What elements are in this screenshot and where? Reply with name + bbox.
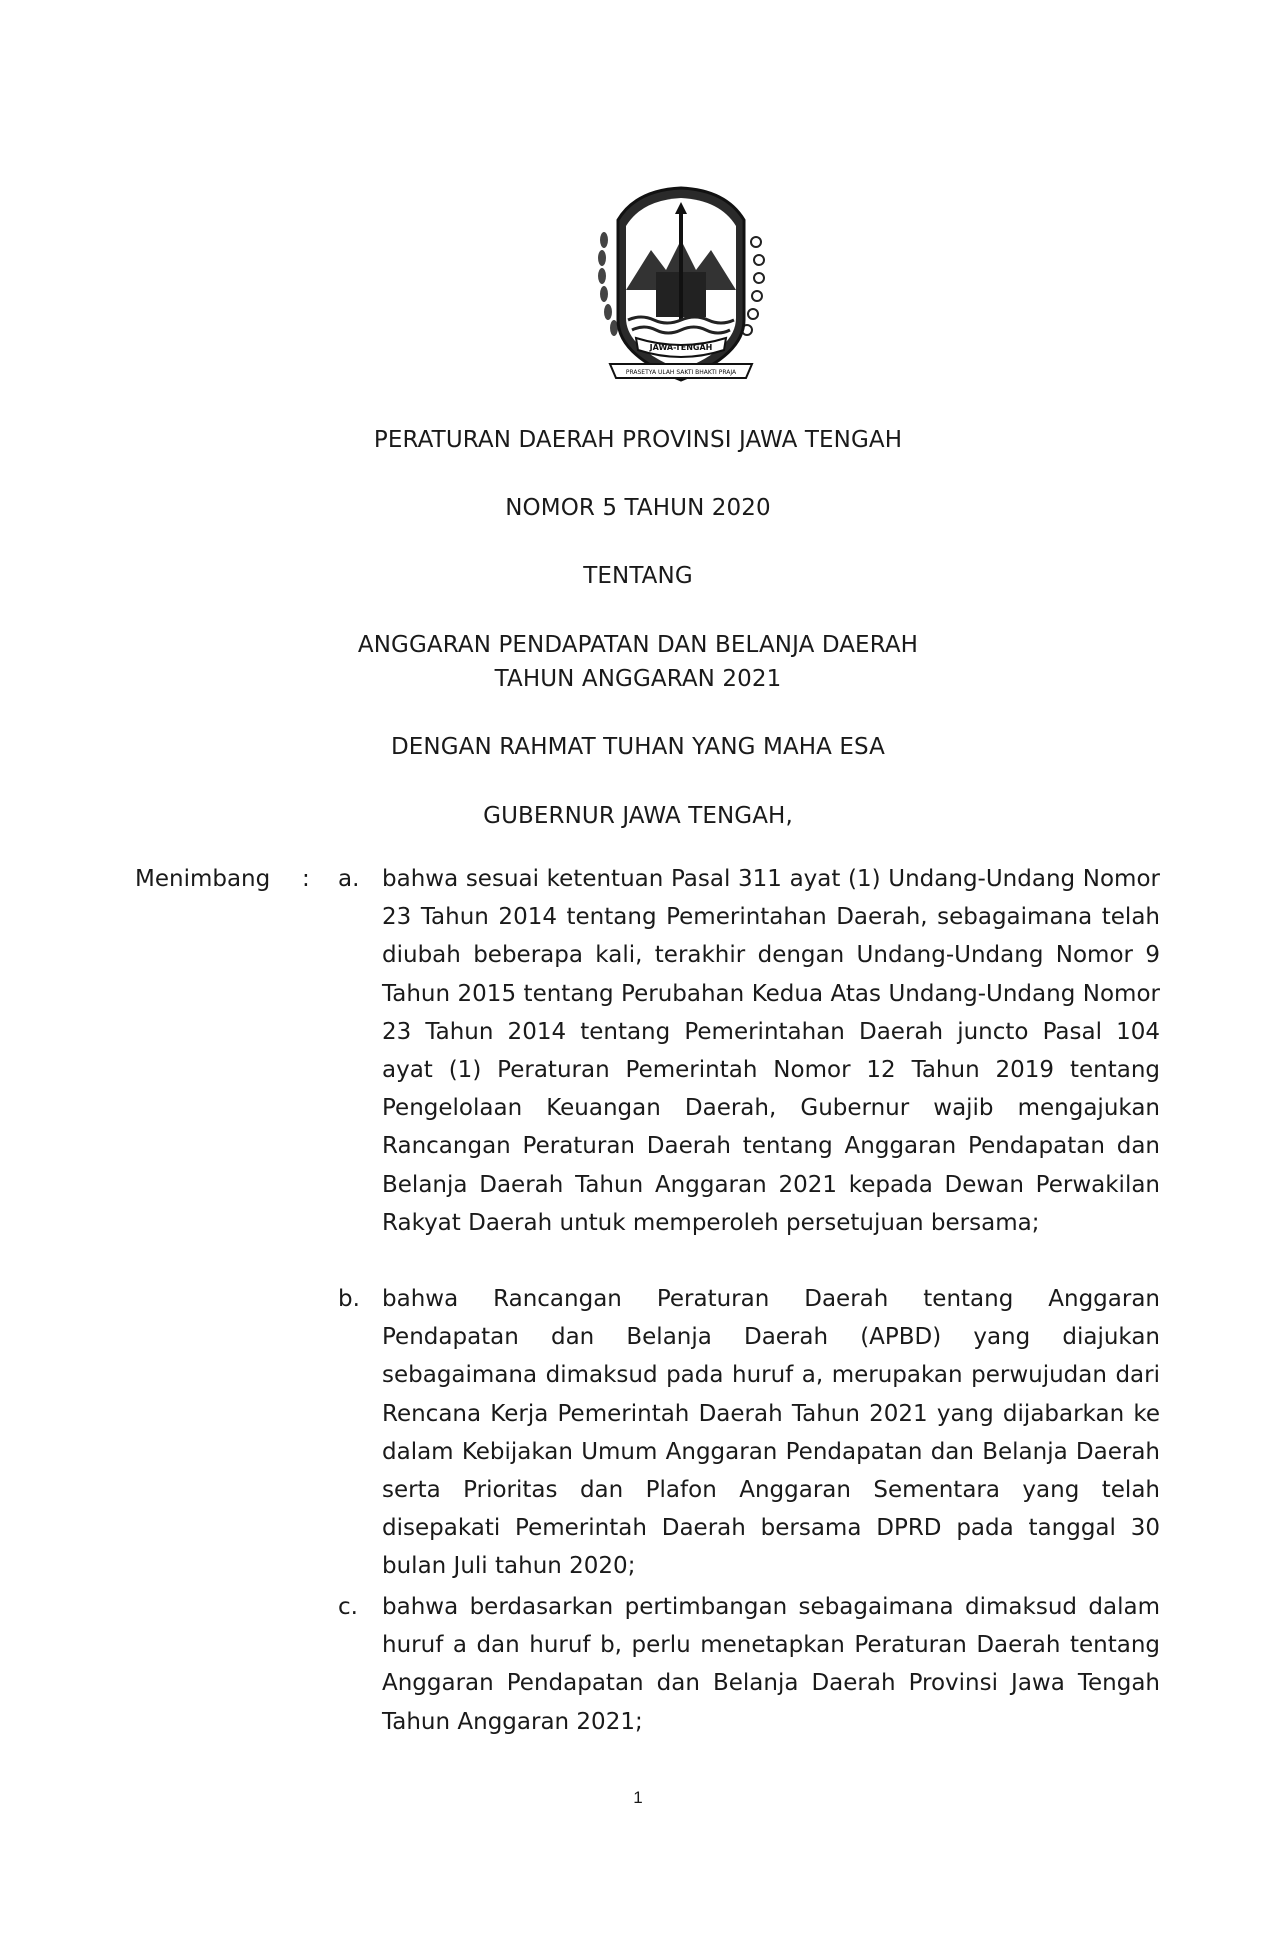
- emblem-banner-text: JAWA-TENGAH: [649, 343, 713, 352]
- clause-letter: b.: [338, 1286, 360, 1312]
- clause-text: bahwa Rancangan Peraturan Daerah tentang Anggaran Pendapatan dan Belanja Daerah (APBD) yang diajukan sebagaimana dimaksud pada huruf a, merupakan perwujudan dari Rencana Kerja Pemerintah Daerah Tahun 2021 yang dijabarkan ke dalam Kebijakan Umum Anggaran Pendapatan dan Belanja Daerah serta Prioritas dan Plafon Anggaran Sementara yang telah disepakati Pemerintah Daerah bersama DPRD pada tanggal 30 bulan Juli tahun 2020;: [382, 1286, 1160, 1580]
- clause-text: bahwa berdasarkan pertimbangan sebagaimana dimaksud dalam huruf a dan huruf b, perlu menetapkan Peraturan Daerah tentang Anggaran Pendapatan dan Belanja Daerah Provinsi Jawa Tengah Tahun Anggaran 2021;: [382, 1594, 1160, 1735]
- subject-line-1: ANGGARAN PENDAPATAN DAN BELANJA DAERAH: [357, 632, 919, 658]
- regulation-title: PERATURAN DAERAH PROVINSI JAWA TENGAH: [373, 427, 903, 453]
- considering-label: Menimbang: [135, 866, 271, 892]
- rice-stalk-icon: [598, 232, 618, 336]
- clause-letter: a.: [338, 866, 360, 892]
- clause-c: [338, 1588, 1160, 1741]
- clause-a: [338, 860, 1160, 1242]
- regulation-number: NOMOR 5 TAHUN 2020: [505, 495, 771, 521]
- jawa-tengah-emblem: [596, 180, 766, 385]
- clause-b: [338, 1280, 1160, 1586]
- subject-line-2: TAHUN ANGGARAN 2021: [494, 666, 782, 692]
- page-number: 1: [633, 1788, 643, 1807]
- clause-letter: c.: [338, 1594, 358, 1620]
- clause-text: bahwa sesuai ketentuan Pasal 311 ayat (1) Undang-Undang Nomor 23 Tahun 2014 tentang Pemerintahan Daerah, sebagaimana telah diubah beberapa kali, terakhir dengan Undang-Undang Nomor 9 Tahun 2015 tentang Perubahan Kedua Atas Undang-Undang Nomor 23 Tahun 2014 tentang Pemerintahan Daerah juncto Pasal 104 ayat (1) Peraturan Pemerintah Nomor 12 Tahun 2019 tentang Pengelolaan Keuangan Daerah, Gubernur wajib mengajukan Rancangan Peraturan Daerah tentang Anggaran Pendapatan dan Belanja Daerah Tahun Anggaran 2021 kepada Dewan Perwakilan Rakyat Daerah untuk memperoleh persetujuan bersama;: [382, 866, 1160, 1236]
- invocation-line: DENGAN RAHMAT TUHAN YANG MAHA ESA: [390, 734, 886, 760]
- regarding-label: TENTANG: [583, 563, 693, 589]
- governor-line: GUBERNUR JAWA TENGAH,: [483, 803, 793, 829]
- considering-colon: :: [302, 866, 310, 892]
- emblem-motto-text: PRASETYA ULAH SAKTI BHAKTI PRAJA: [625, 369, 737, 376]
